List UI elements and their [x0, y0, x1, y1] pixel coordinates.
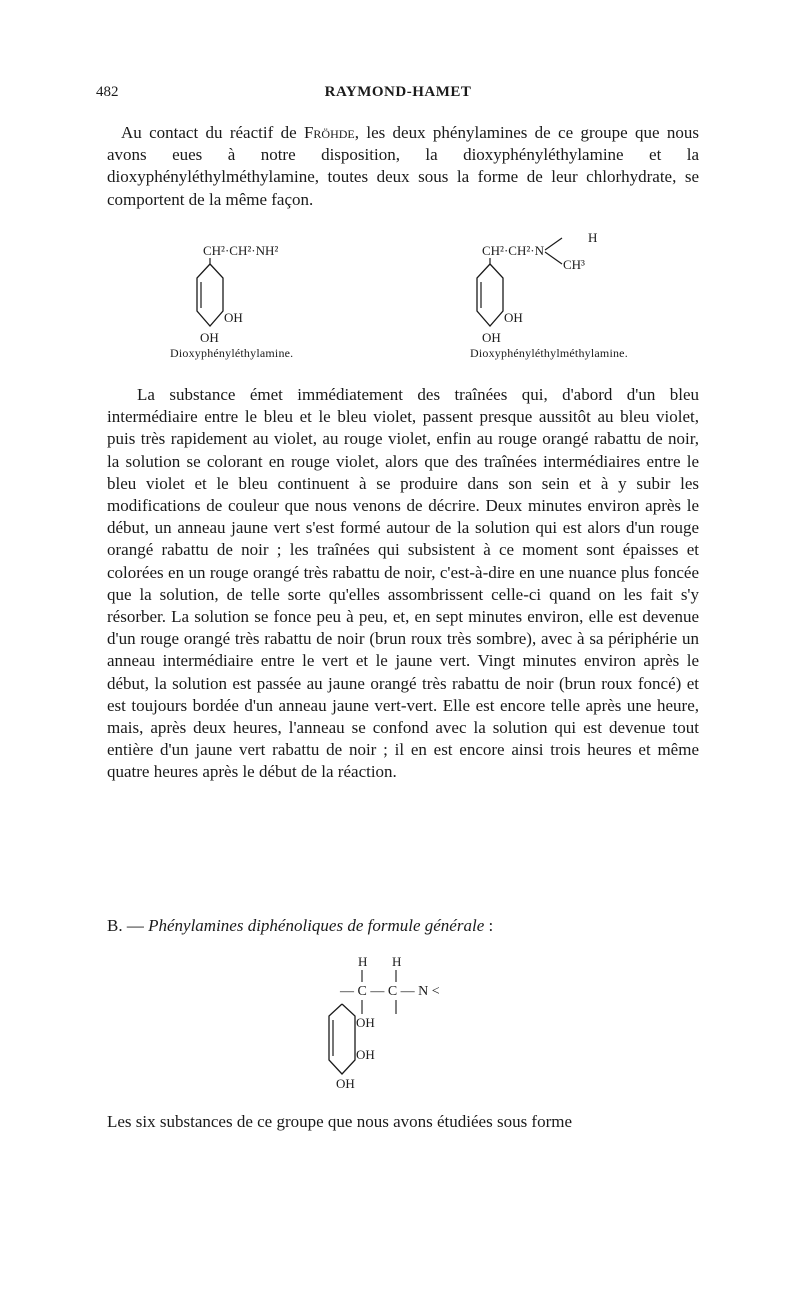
formula-left-oh-para: OH	[200, 330, 219, 345]
formula-left-oh-meta: OH	[224, 310, 243, 325]
running-title: RAYMOND-HAMET	[324, 84, 472, 100]
formula-right-h: H	[588, 230, 598, 245]
formula-dioxyphenylethylamine	[170, 238, 360, 348]
formula-general-oh1: OH	[356, 1015, 375, 1030]
formula-general-h2: H	[392, 954, 402, 969]
page-number: 482	[96, 84, 119, 100]
formula-dioxyphenylethylmethylamine	[470, 226, 670, 348]
formula-right-oh-meta: OH	[504, 310, 523, 325]
formula-general-oh2: OH	[356, 1047, 375, 1062]
formula-left-side-chain: CH²·CH²·NH²	[203, 243, 279, 258]
intro-paragraph	[107, 122, 699, 211]
body-paragraph: La substance émet immédiatement des traînées qui, d'abord d'un bleu intermédiaire entre le bleu et le bleu violet, passent presque aussitôt au bleu violet, puis très rapidement au violet, au rouge violet, enfin au rouge orangé rabattu de noir, la solution se colorant en rouge violet, alors que des traînées intermédiaires entre le bleu violet et le bleu continuent à se produire dans son sein et à y subir les modifications de couleur que nous venons de décrire. Deux minutes environ après le début, un anneau jaune vert s'est formé autour de la solution qui est alors d'un rouge orangé rabattu de noir ; les traînées qui subsistent à ce moment sont épaisses et colorées en un rouge orangé très rabattu de noir, c'est-à-dire en une nuance plus foncée que la solution, de telle sorte qu'elles assombrissent celle-ci quand on les fait s'y résorber. La solution se fonce peu à peu, et, en sept minutes environ, elle est devenue d'un rouge orangé très rabattu de noir (brun roux très sombre), avec à sa périphérie un anneau intermédiaire entre le vert et le jaune vert. Vingt minutes environ après le début, la solution est passée au jaune orangé très rabattu de noir (brun roux foncé) et est toujours bordée d'un anneau jaune vert-vert. Elle est encore telle après une heure, mais, après deux heures, l'anneau se confond avec la solution qui est devenue tout entière d'un jaune vert rabattu de noir ; il en est encore ainsi trois heures et même quatre heures après le début de la réaction.	[107, 385, 699, 782]
formula-general-oh3: OH	[336, 1076, 355, 1091]
intro-text-after: , les deux phénylamines de ce groupe que nous avons eues à notre disposition, la dioxyphényléthylamine et la dioxyphényléthylméthylamine, toutes deux sous la forme de leur chlorhydrate, se comportent de la même façon.	[107, 123, 700, 209]
caption-right: Dioxyphényléthylméthylamine.	[470, 346, 628, 360]
formula-right-side-chain: CH²·CH²·N	[482, 243, 544, 258]
formula-right-oh-para: OH	[482, 330, 501, 345]
formula-general-drawing	[320, 952, 500, 1092]
formula-general-chain: — C — C — N <	[340, 984, 440, 999]
formula-right-drawing	[470, 226, 670, 348]
intro-text-before: Au contact du réactif de	[121, 123, 304, 142]
section-b-heading	[107, 915, 699, 937]
formula-right-ch3: CH³	[563, 257, 585, 272]
section-b-label: B. —	[107, 916, 149, 935]
closing-paragraph: Les six substances de ce groupe que nous avons étudiées sous forme	[107, 1112, 573, 1131]
running-head	[96, 84, 700, 106]
formula-general-h1: H	[358, 954, 368, 969]
section-b-colon: :	[484, 916, 494, 935]
caption-left: Dioxyphényléthylamine.	[170, 346, 294, 360]
section-b-title: Phénylamines diphénoliques de formule générale	[148, 916, 485, 935]
reagent-name: Fröhde	[303, 123, 355, 142]
formula-general	[320, 952, 500, 1092]
formula-left-drawing	[170, 238, 360, 348]
